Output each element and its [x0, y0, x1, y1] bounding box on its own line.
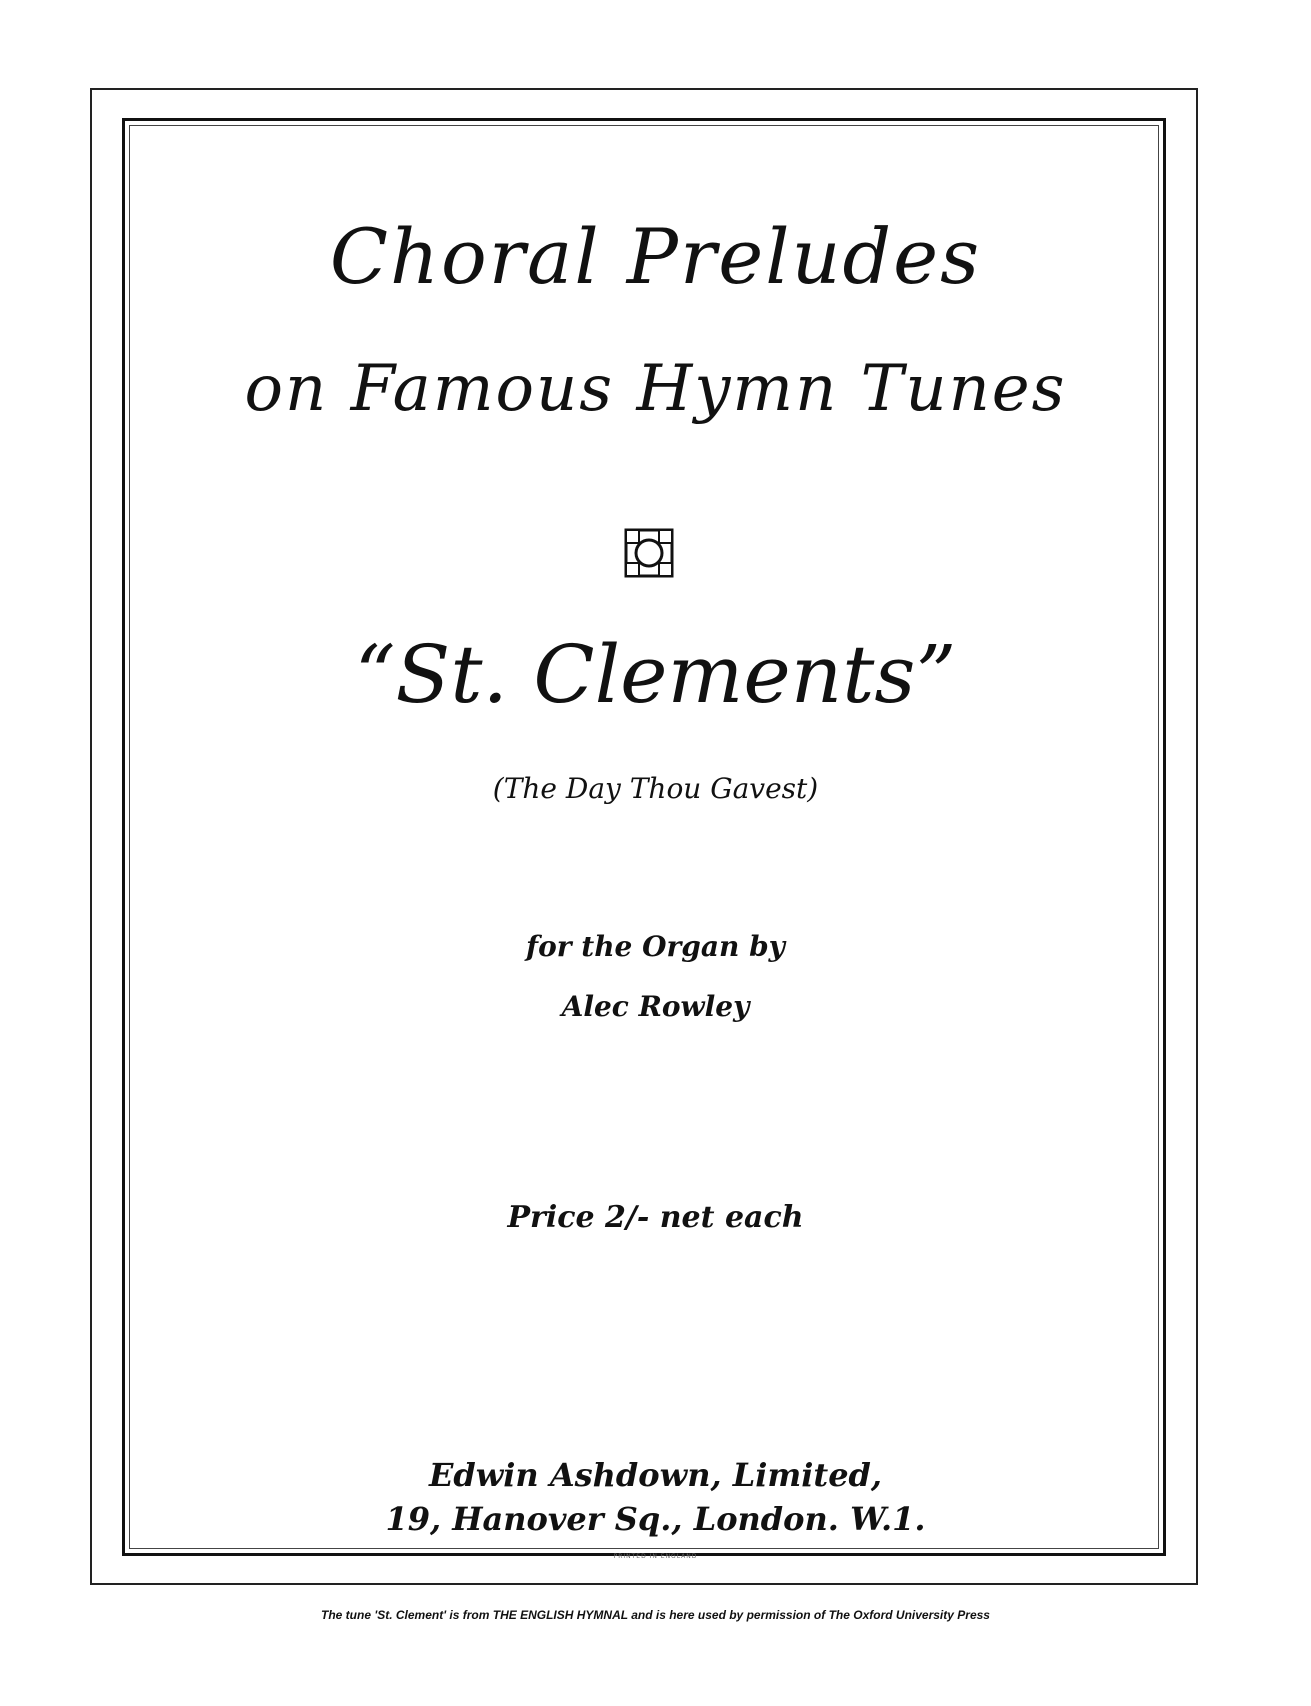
title-line-1: Choral Preludes [329, 212, 982, 301]
title-line-2: on Famous Hymn Tunes [244, 352, 1067, 426]
tune-name: “St. Clements” [354, 628, 957, 721]
publisher-name: Edwin Ashdown, Limited, [428, 1456, 883, 1494]
price-line: Price 2/- net each [507, 1200, 804, 1235]
tune-subtitle: (The Day Thou Gavest) [492, 772, 819, 805]
publisher-address: 19, Hanover Sq., London. W.1. [385, 1500, 926, 1538]
instrument-line: for the Organ by [526, 930, 785, 963]
printed-in-notice: PRINTED IN ENGLAND [613, 1553, 698, 1560]
composer-name: Alec Rowley [561, 990, 750, 1023]
permission-footnote: The tune 'St. Clement' is from THE ENGLISH HYMNAL and is here used by permission of The Oxford University Press [321, 1608, 990, 1622]
square-quatrefoil-ornament-icon [623, 527, 675, 579]
inner-border-thin [129, 125, 1159, 1549]
